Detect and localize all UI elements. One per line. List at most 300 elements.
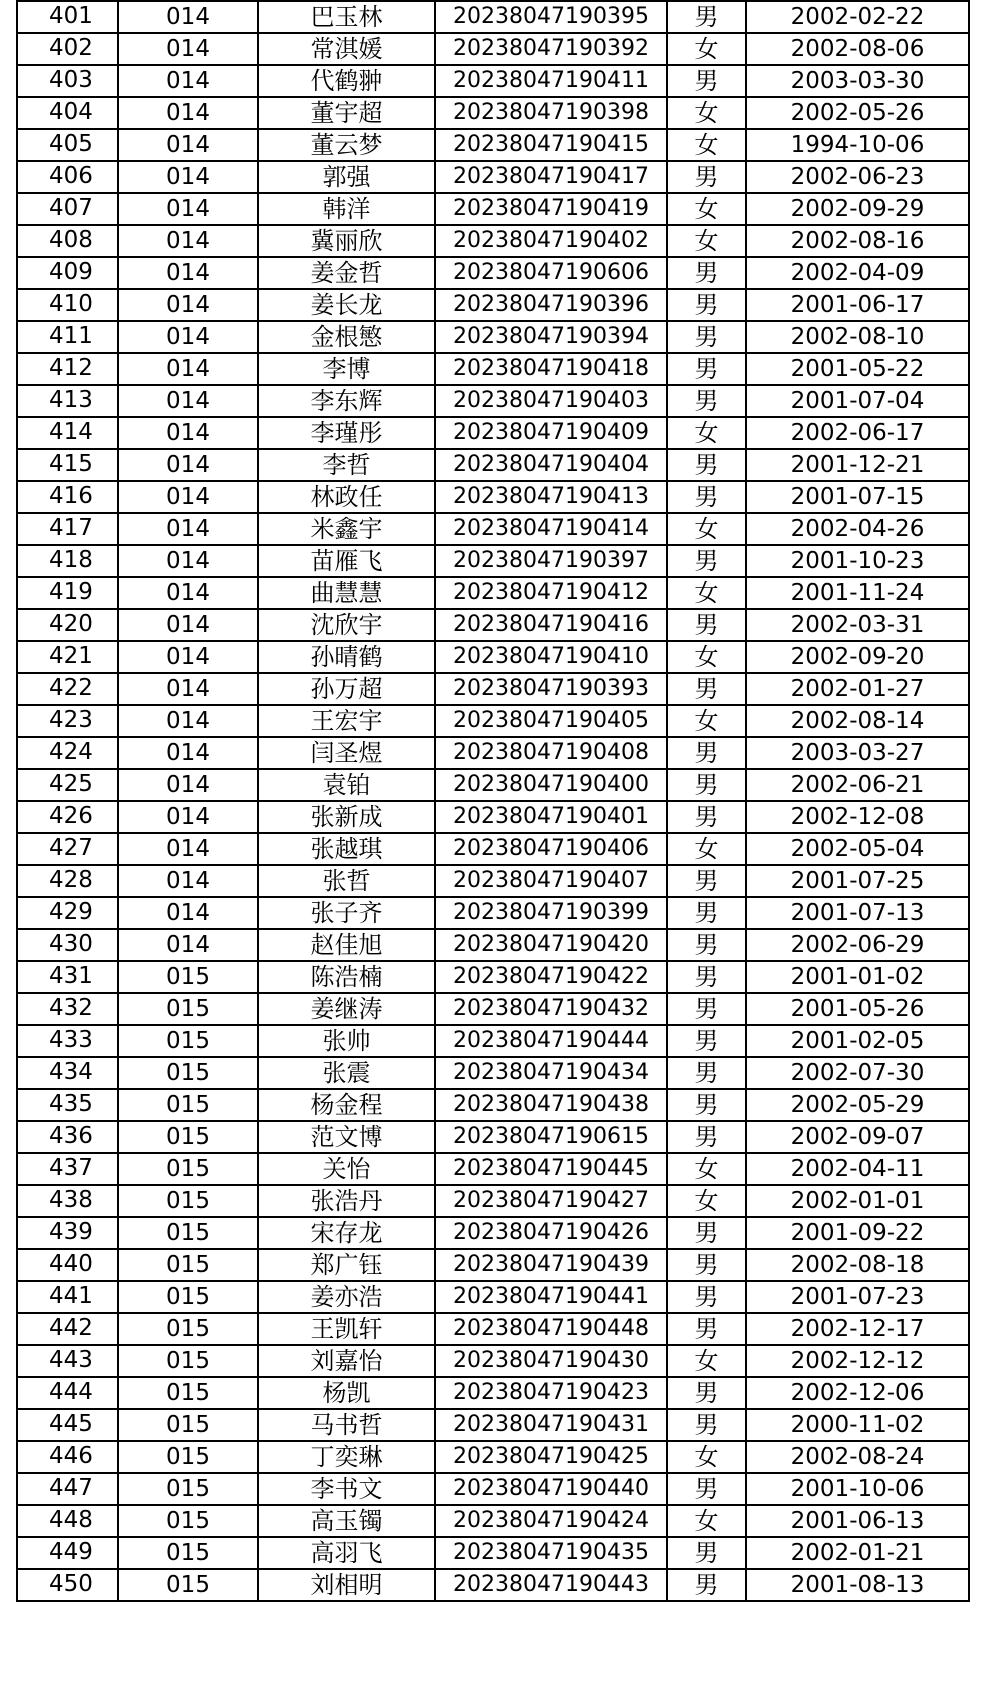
table-row [17,161,969,193]
gender-cell: 女 [667,1505,746,1537]
student-id-cell: 20238047190410 [435,641,667,673]
gender-cell: 女 [667,225,746,257]
student-id-cell: 20238047190420 [435,929,667,961]
student-name-cell: 关怡 [258,1153,435,1185]
table-row [17,673,969,705]
student-id-cell: 20238047190423 [435,1377,667,1409]
row-number-cell: 438 [17,1185,118,1217]
row-number-cell: 409 [17,257,118,289]
row-number-cell: 429 [17,897,118,929]
birth-date-cell: 2002-08-10 [746,321,969,353]
row-number-cell: 410 [17,289,118,321]
table-row [17,801,969,833]
student-id-cell: 20238047190405 [435,705,667,737]
birth-date-cell: 2001-01-02 [746,961,969,993]
student-id-cell: 20238047190431 [435,1409,667,1441]
birth-date-cell: 2001-05-22 [746,353,969,385]
row-number-cell: 411 [17,321,118,353]
row-number-cell: 444 [17,1377,118,1409]
row-number-cell: 419 [17,577,118,609]
student-name-cell: 沈欣宇 [258,609,435,641]
gender-cell: 男 [667,737,746,769]
gender-cell: 男 [667,961,746,993]
student-name-cell: 冀丽欣 [258,225,435,257]
row-number-cell: 418 [17,545,118,577]
row-number-cell: 424 [17,737,118,769]
student-id-cell: 20238047190424 [435,1505,667,1537]
class-code-cell: 015 [118,993,258,1025]
row-number-cell: 422 [17,673,118,705]
gender-cell: 男 [667,353,746,385]
row-number-cell: 430 [17,929,118,961]
student-id-cell: 20238047190407 [435,865,667,897]
class-code-cell: 015 [118,1281,258,1313]
gender-cell: 女 [667,1345,746,1377]
gender-cell: 女 [667,1441,746,1473]
table-row [17,993,969,1025]
student-name-cell: 赵佳旭 [258,929,435,961]
table-row [17,33,969,65]
row-number-cell: 439 [17,1217,118,1249]
student-id-cell: 20238047190408 [435,737,667,769]
student-id-cell: 20238047190448 [435,1313,667,1345]
class-code-cell: 015 [118,1505,258,1537]
student-name-cell: 杨金程 [258,1089,435,1121]
row-number-cell: 445 [17,1409,118,1441]
birth-date-cell: 2001-10-23 [746,545,969,577]
row-number-cell: 423 [17,705,118,737]
student-id-cell: 20238047190419 [435,193,667,225]
gender-cell: 女 [667,833,746,865]
class-code-cell: 014 [118,97,258,129]
row-number-cell: 441 [17,1281,118,1313]
student-name-cell: 陈浩楠 [258,961,435,993]
gender-cell: 男 [667,1,746,33]
birth-date-cell: 2002-12-12 [746,1345,969,1377]
class-code-cell: 014 [118,865,258,897]
gender-cell: 男 [667,1537,746,1569]
table-row [17,1217,969,1249]
birth-date-cell: 2002-09-07 [746,1121,969,1153]
class-code-cell: 014 [118,129,258,161]
table-row [17,545,969,577]
row-number-cell: 428 [17,865,118,897]
student-name-cell: 姜金哲 [258,257,435,289]
table-row [17,513,969,545]
row-number-cell: 425 [17,769,118,801]
student-name-cell: 王宏宇 [258,705,435,737]
student-id-cell: 20238047190445 [435,1153,667,1185]
class-code-cell: 014 [118,289,258,321]
gender-cell: 男 [667,865,746,897]
class-code-cell: 014 [118,449,258,481]
student-name-cell: 高羽飞 [258,1537,435,1569]
table-row [17,737,969,769]
class-code-cell: 015 [118,1377,258,1409]
birth-date-cell: 2001-10-06 [746,1473,969,1505]
class-code-cell: 014 [118,705,258,737]
row-number-cell: 448 [17,1505,118,1537]
student-id-cell: 20238047190438 [435,1089,667,1121]
birth-date-cell: 2002-12-08 [746,801,969,833]
student-id-cell: 20238047190396 [435,289,667,321]
student-name-cell: 张浩丹 [258,1185,435,1217]
gender-cell: 女 [667,705,746,737]
row-number-cell: 415 [17,449,118,481]
row-number-cell: 406 [17,161,118,193]
table-row [17,1089,969,1121]
gender-cell: 男 [667,609,746,641]
table-row [17,1409,969,1441]
class-code-cell: 014 [118,577,258,609]
row-number-cell: 416 [17,481,118,513]
gender-cell: 男 [667,321,746,353]
table-row [17,769,969,801]
birth-date-cell: 2002-08-06 [746,33,969,65]
student-id-cell: 20238047190615 [435,1121,667,1153]
row-number-cell: 403 [17,65,118,97]
class-code-cell: 014 [118,673,258,705]
student-name-cell: 丁奕琳 [258,1441,435,1473]
student-name-cell: 林政任 [258,481,435,513]
class-code-cell: 014 [118,385,258,417]
birth-date-cell: 2002-06-29 [746,929,969,961]
birth-date-cell: 2001-07-13 [746,897,969,929]
student-id-cell: 20238047190411 [435,65,667,97]
table-row [17,1505,969,1537]
student-id-cell: 20238047190435 [435,1537,667,1569]
row-number-cell: 434 [17,1057,118,1089]
row-number-cell: 417 [17,513,118,545]
student-name-cell: 金根慜 [258,321,435,353]
class-code-cell: 014 [118,257,258,289]
student-id-cell: 20238047190414 [435,513,667,545]
class-code-cell: 015 [118,1057,258,1089]
student-id-cell: 20238047190606 [435,257,667,289]
gender-cell: 男 [667,1409,746,1441]
class-code-cell: 014 [118,225,258,257]
class-code-cell: 015 [118,1345,258,1377]
class-code-cell: 015 [118,961,258,993]
class-code-cell: 014 [118,193,258,225]
student-id-cell: 20238047190398 [435,97,667,129]
table-row [17,1569,969,1601]
student-name-cell: 常淇媛 [258,33,435,65]
birth-date-cell: 1994-10-06 [746,129,969,161]
gender-cell: 女 [667,129,746,161]
birth-date-cell: 2002-09-29 [746,193,969,225]
gender-cell: 女 [667,33,746,65]
birth-date-cell: 2001-11-24 [746,577,969,609]
table-row [17,1057,969,1089]
table-row [17,449,969,481]
row-number-cell: 421 [17,641,118,673]
class-code-cell: 014 [118,769,258,801]
student-id-cell: 20238047190434 [435,1057,667,1089]
table-row [17,385,969,417]
row-number-cell: 449 [17,1537,118,1569]
student-name-cell: 董宇超 [258,97,435,129]
class-code-cell: 014 [118,801,258,833]
birth-date-cell: 2001-12-21 [746,449,969,481]
gender-cell: 男 [667,769,746,801]
student-name-cell: 张震 [258,1057,435,1089]
table-row [17,1441,969,1473]
birth-date-cell: 2002-06-21 [746,769,969,801]
student-id-cell: 20238047190403 [435,385,667,417]
gender-cell: 女 [667,97,746,129]
row-number-cell: 433 [17,1025,118,1057]
row-number-cell: 408 [17,225,118,257]
table-row [17,1025,969,1057]
table-row [17,65,969,97]
table-row [17,1249,969,1281]
gender-cell: 男 [667,1217,746,1249]
class-code-cell: 015 [118,1025,258,1057]
class-code-cell: 015 [118,1569,258,1601]
gender-cell: 男 [667,1377,746,1409]
table-row [17,97,969,129]
row-number-cell: 401 [17,1,118,33]
gender-cell: 男 [667,385,746,417]
student-name-cell: 范文博 [258,1121,435,1153]
class-code-cell: 014 [118,833,258,865]
birth-date-cell: 2002-05-29 [746,1089,969,1121]
birth-date-cell: 2001-06-17 [746,289,969,321]
student-id-cell: 20238047190393 [435,673,667,705]
birth-date-cell: 2002-02-22 [746,1,969,33]
birth-date-cell: 2002-06-23 [746,161,969,193]
row-number-cell: 446 [17,1441,118,1473]
birth-date-cell: 2002-01-27 [746,673,969,705]
class-code-cell: 014 [118,481,258,513]
class-code-cell: 014 [118,1,258,33]
table-row [17,705,969,737]
class-code-cell: 015 [118,1089,258,1121]
row-number-cell: 404 [17,97,118,129]
student-name-cell: 闫圣煜 [258,737,435,769]
student-id-cell: 20238047190444 [435,1025,667,1057]
gender-cell: 男 [667,481,746,513]
birth-date-cell: 2002-06-17 [746,417,969,449]
table-row [17,1,969,33]
student-name-cell: 姜继涛 [258,993,435,1025]
class-code-cell: 015 [118,1185,258,1217]
student-id-cell: 20238047190392 [435,33,667,65]
table-row [17,1153,969,1185]
birth-date-cell: 2001-02-05 [746,1025,969,1057]
birth-date-cell: 2002-09-20 [746,641,969,673]
gender-cell: 男 [667,1313,746,1345]
gender-cell: 男 [667,1121,746,1153]
student-id-cell: 20238047190439 [435,1249,667,1281]
gender-cell: 男 [667,449,746,481]
student-name-cell: 米鑫宇 [258,513,435,545]
gender-cell: 男 [667,801,746,833]
class-code-cell: 014 [118,161,258,193]
table-row [17,129,969,161]
student-name-cell: 李东辉 [258,385,435,417]
student-id-cell: 20238047190440 [435,1473,667,1505]
table-row [17,897,969,929]
student-name-cell: 宋存龙 [258,1217,435,1249]
student-id-cell: 20238047190430 [435,1345,667,1377]
birth-date-cell: 2002-01-21 [746,1537,969,1569]
student-id-cell: 20238047190399 [435,897,667,929]
student-id-cell: 20238047190400 [435,769,667,801]
table-row [17,609,969,641]
student-name-cell: 张新成 [258,801,435,833]
birth-date-cell: 2002-08-18 [746,1249,969,1281]
row-number-cell: 437 [17,1153,118,1185]
class-code-cell: 014 [118,897,258,929]
gender-cell: 男 [667,897,746,929]
student-name-cell: 马书哲 [258,1409,435,1441]
birth-date-cell: 2001-06-13 [746,1505,969,1537]
student-id-cell: 20238047190432 [435,993,667,1025]
birth-date-cell: 2002-04-26 [746,513,969,545]
birth-date-cell: 2002-05-26 [746,97,969,129]
birth-date-cell: 2001-07-04 [746,385,969,417]
class-code-cell: 014 [118,737,258,769]
table-row [17,1185,969,1217]
row-number-cell: 435 [17,1089,118,1121]
gender-cell: 女 [667,1185,746,1217]
student-name-cell: 李书文 [258,1473,435,1505]
student-id-cell: 20238047190426 [435,1217,667,1249]
student-name-cell: 高玉镯 [258,1505,435,1537]
table-row [17,1377,969,1409]
birth-date-cell: 2001-07-23 [746,1281,969,1313]
student-name-cell: 韩洋 [258,193,435,225]
row-number-cell: 405 [17,129,118,161]
class-code-cell: 015 [118,1537,258,1569]
table-row [17,1281,969,1313]
class-code-cell: 014 [118,929,258,961]
birth-date-cell: 2002-12-06 [746,1377,969,1409]
row-number-cell: 427 [17,833,118,865]
birth-date-cell: 2001-07-25 [746,865,969,897]
class-code-cell: 014 [118,65,258,97]
student-id-cell: 20238047190402 [435,225,667,257]
class-code-cell: 015 [118,1473,258,1505]
table-row [17,417,969,449]
class-code-cell: 015 [118,1409,258,1441]
row-number-cell: 412 [17,353,118,385]
student-id-cell: 20238047190422 [435,961,667,993]
row-number-cell: 402 [17,33,118,65]
class-code-cell: 014 [118,513,258,545]
class-code-cell: 015 [118,1121,258,1153]
student-id-cell: 20238047190406 [435,833,667,865]
class-code-cell: 014 [118,545,258,577]
table-row [17,481,969,513]
birth-date-cell: 2002-03-31 [746,609,969,641]
class-code-cell: 014 [118,609,258,641]
table-row [17,321,969,353]
table-row [17,865,969,897]
student-id-cell: 20238047190425 [435,1441,667,1473]
roster-body [17,1,969,1601]
student-id-cell: 20238047190413 [435,481,667,513]
student-id-cell: 20238047190404 [435,449,667,481]
birth-date-cell: 2002-04-11 [746,1153,969,1185]
row-number-cell: 420 [17,609,118,641]
student-id-cell: 20238047190427 [435,1185,667,1217]
student-name-cell: 张哲 [258,865,435,897]
student-id-cell: 20238047190443 [435,1569,667,1601]
gender-cell: 女 [667,577,746,609]
row-number-cell: 442 [17,1313,118,1345]
birth-date-cell: 2002-12-17 [746,1313,969,1345]
table-row [17,929,969,961]
student-name-cell: 杨凯 [258,1377,435,1409]
row-number-cell: 447 [17,1473,118,1505]
class-code-cell: 014 [118,33,258,65]
class-code-cell: 015 [118,1153,258,1185]
student-name-cell: 刘相明 [258,1569,435,1601]
table-row [17,193,969,225]
gender-cell: 男 [667,1473,746,1505]
table-row [17,1345,969,1377]
table-row [17,1473,969,1505]
table-row [17,1121,969,1153]
student-name-cell: 袁铂 [258,769,435,801]
gender-cell: 男 [667,1249,746,1281]
student-name-cell: 苗雁飞 [258,545,435,577]
student-name-cell: 姜亦浩 [258,1281,435,1313]
class-code-cell: 015 [118,1441,258,1473]
gender-cell: 男 [667,1281,746,1313]
class-code-cell: 014 [118,641,258,673]
table-row [17,225,969,257]
row-number-cell: 431 [17,961,118,993]
student-id-cell: 20238047190416 [435,609,667,641]
student-id-cell: 20238047190395 [435,1,667,33]
student-name-cell: 巴玉林 [258,1,435,33]
table-row [17,833,969,865]
birth-date-cell: 2002-05-04 [746,833,969,865]
row-number-cell: 426 [17,801,118,833]
birth-date-cell: 2001-05-26 [746,993,969,1025]
student-name-cell: 张帅 [258,1025,435,1057]
birth-date-cell: 2003-03-27 [746,737,969,769]
class-code-cell: 015 [118,1313,258,1345]
gender-cell: 男 [667,1569,746,1601]
student-id-cell: 20238047190394 [435,321,667,353]
class-code-cell: 014 [118,353,258,385]
gender-cell: 女 [667,513,746,545]
class-code-cell: 014 [118,321,258,353]
table-row [17,577,969,609]
gender-cell: 男 [667,1025,746,1057]
table-row [17,353,969,385]
gender-cell: 男 [667,289,746,321]
student-name-cell: 孙万超 [258,673,435,705]
row-number-cell: 407 [17,193,118,225]
student-roster-table [16,0,970,1602]
birth-date-cell: 2002-01-01 [746,1185,969,1217]
gender-cell: 女 [667,417,746,449]
gender-cell: 男 [667,545,746,577]
class-code-cell: 014 [118,417,258,449]
gender-cell: 男 [667,65,746,97]
student-id-cell: 20238047190401 [435,801,667,833]
student-id-cell: 20238047190417 [435,161,667,193]
gender-cell: 男 [667,673,746,705]
birth-date-cell: 2000-11-02 [746,1409,969,1441]
student-name-cell: 刘嘉怡 [258,1345,435,1377]
